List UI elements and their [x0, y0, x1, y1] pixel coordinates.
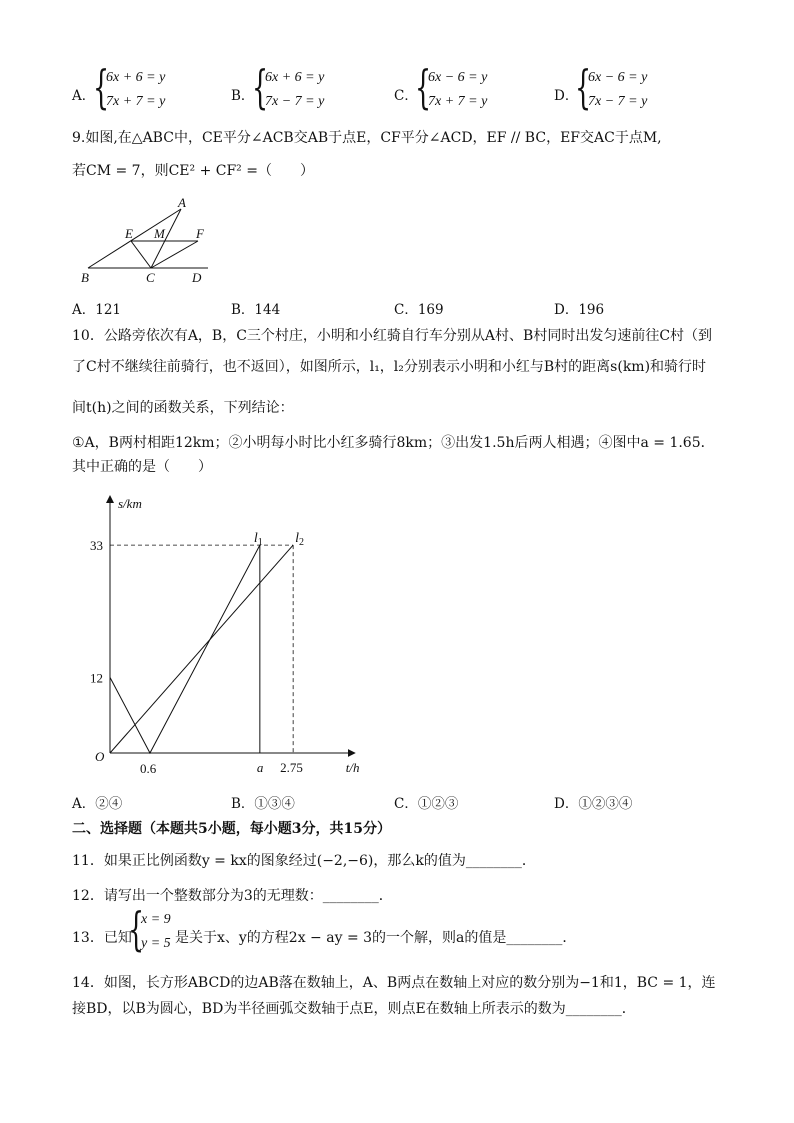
q8-option-d-brace: { — [575, 60, 592, 114]
q10-distance-time-chart — [85, 488, 360, 788]
q8-option-b-eq1: 6x + 6 = y — [265, 70, 325, 85]
x-tick-0.6: 0.6 — [139, 761, 157, 776]
q8-option-a-eq1: 6x + 6 = y — [106, 70, 166, 85]
q10-option-a: A．②④ — [72, 796, 123, 812]
q8-option-a-eq2: 7x + 7 = y — [106, 94, 166, 109]
q13-text-pre: 13．已知 — [72, 930, 132, 946]
q13-eq2: y = 5 — [141, 936, 171, 951]
q9-text-line2: 若CM = 7，则CE² + CF² =（ ） — [72, 163, 314, 179]
q8-option-b-brace: { — [252, 60, 269, 114]
q9-option-c: C．169 — [394, 302, 444, 318]
q14-text-line2: 接BD，以B为圆心，BD为半径画弧交数轴于点E，则点E在数轴上所表示的数为________． — [72, 1001, 636, 1017]
y-tick-33: 33 — [90, 538, 103, 554]
q8-option-d-eq2: 7x − 7 = y — [588, 94, 648, 109]
q10-option-d: D．①②③④ — [554, 796, 633, 812]
q10-text-line5: 其中正确的是（ ） — [72, 459, 212, 475]
q10-option-b: B．①③④ — [231, 796, 295, 812]
q8-option-c-label: C． — [394, 88, 418, 104]
q10-text-line1: 10．公路旁依次有A，B，C三个村庄，小明和小红骑自行车分别从A村、B村同时出发匀速前往C村（到 — [72, 328, 713, 344]
x-axis-label: t/h — [345, 760, 360, 775]
q8-option-d-label: D． — [554, 88, 579, 104]
y-tick-12: 12 — [90, 670, 103, 686]
series-label-l1: $l_1$ — [253, 531, 263, 549]
q10-text-line2: 了C村不继续往前骑行，也不返回），如图所示，l₁，l₂分别表示小明和小红与B村的距离s(km)和骑行时 — [72, 359, 707, 375]
q8-option-b-label: B． — [231, 88, 255, 104]
q13-system-brace: { — [128, 902, 145, 956]
series-l1 — [110, 545, 260, 753]
q8-option-c-eq1: 6x − 6 = y — [428, 70, 488, 85]
q11-text: 11．如果正比例函数y = kx的图象经过(−2,−6)，那么k的值为________． — [72, 853, 536, 869]
q9-option-b: B．144 — [231, 302, 281, 318]
q8-option-b-eq2: 7x − 7 = y — [265, 94, 325, 109]
q10-text-line3: 间t(h)之间的函数关系，下列结论： — [72, 400, 294, 416]
q9-geometry-figure — [74, 196, 224, 292]
y-axis-label: s/km — [118, 496, 142, 511]
label-d: D — [192, 270, 202, 285]
label-a: A — [178, 195, 186, 210]
q8-option-a-label: A． — [72, 88, 96, 104]
q12-text: 12．请写出一个整数部分为3的无理数：________． — [72, 888, 393, 904]
q9-option-a: A．121 — [72, 302, 122, 318]
q8-option-c-eq2: 7x + 7 = y — [428, 94, 488, 109]
label-e: E — [125, 226, 133, 241]
label-c: C — [146, 270, 155, 285]
x-tick-2.75: 2.75 — [280, 760, 303, 775]
series-l2 — [110, 545, 293, 753]
label-f: F — [196, 226, 204, 241]
q8-option-a-brace: { — [93, 60, 110, 114]
q8-option-d-eq1: 6x − 6 = y — [588, 70, 648, 85]
q9-option-d: D．196 — [554, 302, 605, 318]
q14-text-line1: 14．如图，长方形ABCD的边AB落在数轴上，A、B两点在数轴上对应的数分别为−1和1，BC = 1，连 — [72, 975, 716, 991]
label-b: B — [81, 270, 89, 285]
q13-eq1: x = 9 — [141, 912, 171, 927]
line-ec — [131, 241, 151, 268]
x-tick-a: a — [256, 760, 264, 775]
q9-text-line1: 9.如图,在△ABC中，CE平分∠ACB交AB于点E，CF平分∠ACD，EF // BC，EF交AC于点M, — [72, 130, 662, 146]
series-label-l2: $l_2$ — [295, 531, 305, 549]
q10-option-c: C．①②③ — [394, 796, 459, 812]
q13-text-post: 是关于x、y的方程2x − ay = 3的一个解，则a的值是________． — [175, 930, 577, 946]
origin-label: O — [95, 749, 105, 764]
q10-text-line4: ①A，B两村相距12km；②小明每小时比小红多骑行8km；③出发1.5h后两人相遇；④图中a = 1.65． — [72, 435, 715, 451]
section-2-title: 二、选择题（本题共5小题，每小题3分，共15分） — [72, 821, 391, 837]
q8-option-c-brace: { — [415, 60, 432, 114]
label-m: M — [154, 226, 165, 241]
